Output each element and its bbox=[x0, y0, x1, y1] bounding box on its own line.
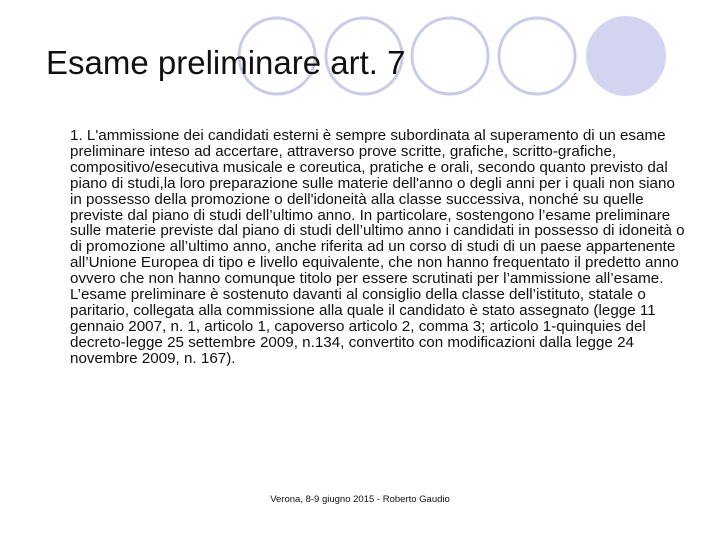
circle-outline-3 bbox=[412, 18, 488, 94]
slide-footer: Verona, 8-9 giugno 2015 - Roberto Gaudio bbox=[270, 494, 450, 505]
circle-filled-5 bbox=[586, 16, 666, 96]
paragraph-text: L'ammissione dei candidati esterni è sempre subordinata al superamento di un esame preliminare inteso ad accertare, attraverso prove scritte, grafiche, scritto-grafiche, compositivo/esecutiva musicale e coreutica, pratiche e orali, secondo quanto previsto dal piano di studi,la loro preparazione sulle materie dell'anno o degli anni per i quali non siano in possesso della promozione o dell'idoneità alla classe successiva, nonché su quelle previste dal piano di studi dell’ultimo anno. In particolare, sostengono l’esame preliminare sulle materie previste dal piano di studi dell’ultimo anno i candidati in possesso di idoneità o di promozione all’ultimo anno, anche riferita ad un corso di studi di un paese appartenente all’Unione Europea di tipo e livello equivalente, che non hanno frequentato il predetto anno ovvero che non hanno comunque titolo per essere scrutinati per l’ammissione all’esame. L’esame preliminare è sostenuto davanti al consiglio della classe dell’istituto, statale o paritario, collegata alla commissione alla quale il candidato è stato assegnato (legge 11 gennaio 2007, n. 1, articolo 1, capoverso articolo 2, comma 3; articolo 1-quinquies del decreto-legge 25 settembre 2009, n.134, convertito con modificazioni dalla legge 24 novembre 2009, n. 167). bbox=[70, 127, 685, 367]
paragraph-number: 1. bbox=[70, 127, 83, 144]
circle-outline-4 bbox=[499, 18, 575, 94]
slide-title: Esame preliminare art. 7 bbox=[46, 44, 406, 81]
paragraph bbox=[70, 128, 690, 367]
